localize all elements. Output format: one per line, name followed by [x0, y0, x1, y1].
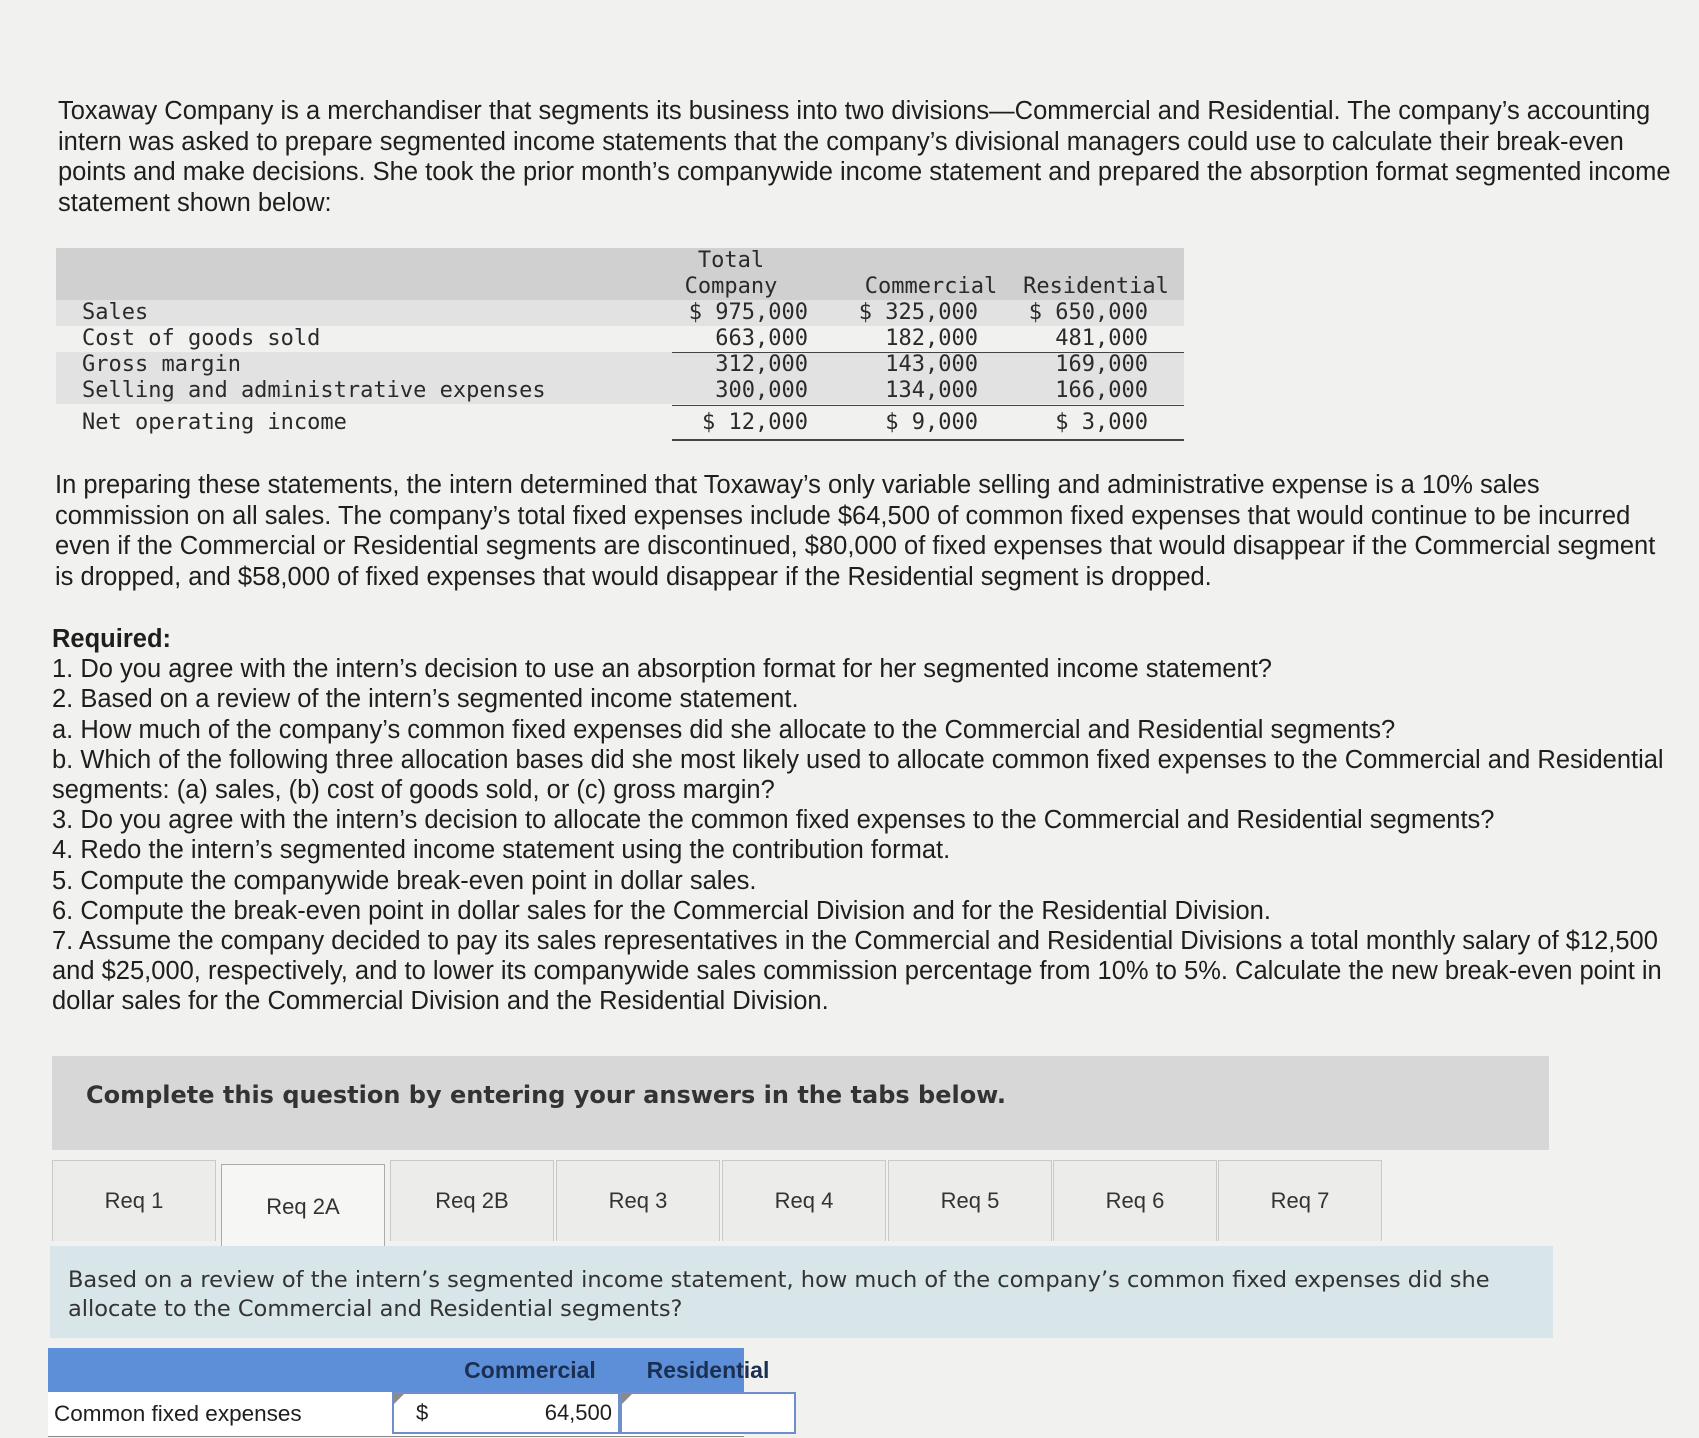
required-item: 6. Compute the break-even point in dollar sales for the Commercial Division and for the Residential Division. — [52, 896, 1271, 925]
required-item: 3. Do you agree with the intern’s decision to allocate the common fixed expenses to the Commercial and Residential segments? — [52, 806, 1495, 835]
question-prompt: Based on a review of the intern’s segmented income statement, how much of the company’s common fixed expenses did she allocate to the Commercial and Residential segments? — [68, 1267, 1490, 1322]
required-item: 1. Do you agree with the intern’s decision to use an absorption format for her segmented income statement? — [52, 655, 1272, 684]
tab-req-2b[interactable]: Req 2B — [390, 1160, 554, 1241]
row-label-sales: Sales — [82, 300, 149, 325]
noi-residential: $ 3,000 — [1055, 410, 1148, 435]
required-item: 7. Assume the company decided to pay its sales representatives in the Commercial and Residential Divisions a total monthly salary of $12,500 and $25,000, respectively, and to lower its companywide sales commission percentage from 10% to 5%. Calculate the new break-even point in dollar sales for the Commercial Division and the Residential Division. — [52, 927, 1662, 1016]
answer-col-commercial: Commercial — [464, 1357, 596, 1383]
tab-req-1[interactable]: Req 1 — [52, 1160, 216, 1241]
row-label-noi: Net operating income — [82, 410, 347, 435]
total-double-rule — [672, 439, 1184, 441]
row-label-cogs: Cost of goods sold — [82, 326, 321, 351]
requirement-tabs — [52, 1160, 1382, 1246]
tab-req-4[interactable]: Req 4 — [722, 1160, 886, 1241]
required-item: b. Which of the following three allocation bases did she most likely used to allocate common fixed expenses to the Commercial and Residential segments: (a) sales, (b) cost of goods sold, or (c) gross margin? — [52, 745, 1664, 805]
gross-margin-total: 312,000 — [715, 352, 808, 377]
residential-common-fixed-input[interactable] — [620, 1392, 796, 1434]
question-prompt-band — [50, 1246, 1553, 1338]
cogs-residential: 481,000 — [1055, 326, 1148, 351]
required-item: a. How much of the company’s common fixed expenses did she allocate to the Commercial and Residential segments? — [52, 715, 1396, 744]
required-item: 2. Based on a review of the intern’s segmented income statement. — [52, 685, 799, 714]
complete-instructions: Complete this question by entering your answers in the tabs below. — [86, 1081, 1006, 1109]
col-commercial: Commercial — [864, 274, 998, 299]
col-residential: Residential — [1023, 274, 1169, 299]
required-list — [52, 624, 1672, 1017]
absorption-income-statement — [56, 248, 1184, 444]
required-item: 5. Compute the companywide break-even point in dollar sales. — [52, 866, 757, 895]
answer-table — [48, 1348, 770, 1438]
tab-req-7[interactable]: Req 7 — [1218, 1160, 1382, 1241]
tab-req-5[interactable]: Req 5 — [888, 1160, 1052, 1241]
col-total-line2: Company — [684, 274, 778, 299]
required-title: Required: — [52, 625, 172, 653]
currency-symbol: $ — [416, 1400, 429, 1425]
sales-commercial: $ 325,000 — [858, 300, 978, 325]
preparation-paragraph: In preparing these statements, the intern determined that Toxaway’s only variable selling and administrative expense is a 10% sales commission on all sales. The company’s total fixed expenses include $64,500 of common fixed expenses that would continue to be incurred even if the Commercial or Residential segments are discontinued, $80,000 of fixed expenses that would disappear if the Commercial segment is dropped, and $58,000 of fixed expenses that would disappear if the Residential segment is dropped. — [55, 471, 1656, 591]
gross-margin-residential: 169,000 — [1055, 352, 1148, 377]
statement-row-band — [56, 300, 1184, 326]
required-item: 4. Redo the intern’s segmented income statement using the contribution format. — [52, 836, 951, 865]
col-total-line1: Total — [697, 248, 765, 273]
gross-margin-commercial: 143,000 — [885, 352, 978, 377]
sales-residential: $ 650,000 — [1028, 300, 1148, 325]
subtotal-rule — [672, 405, 1184, 406]
noi-total: $ 12,000 — [702, 410, 808, 435]
answer-col-residential-wrap — [588, 1348, 828, 1392]
commercial-common-fixed-value: 64,500 — [544, 1400, 612, 1425]
tab-req-2a[interactable]: Req 2A — [221, 1164, 385, 1249]
row-label-common-fixed: Common fixed expenses — [54, 1401, 302, 1426]
complete-instructions-bar — [52, 1056, 1549, 1150]
noi-commercial: $ 9,000 — [885, 410, 978, 435]
row-label-sga: Selling and administrative expenses — [82, 378, 546, 403]
sga-commercial: 134,000 — [885, 378, 978, 403]
tab-req-3[interactable]: Req 3 — [556, 1160, 720, 1241]
answer-col-residential: Residential — [646, 1357, 770, 1383]
commercial-common-fixed-input[interactable] — [392, 1392, 620, 1434]
tab-req-6[interactable]: Req 6 — [1053, 1160, 1217, 1241]
sga-residential: 166,000 — [1055, 378, 1148, 403]
cell-marker-icon — [394, 1394, 404, 1404]
intro-paragraph: Toxaway Company is a merchandiser that segments its business into two divisions—Commercial and Residential. The company’s accounting intern was asked to prepare segmented income statements that the company’s divisional managers could use to calculate their break-even points and make decisions. She took the prior month’s companywide income statement and prepared the absorption format segmented income statement shown below: — [58, 97, 1671, 217]
sga-total: 300,000 — [715, 378, 808, 403]
row-label-gross-margin: Gross margin — [82, 352, 241, 377]
cell-marker-icon — [622, 1394, 632, 1404]
cogs-commercial: 182,000 — [885, 326, 978, 351]
cogs-total: 663,000 — [715, 326, 808, 351]
sales-total: $ 975,000 — [688, 300, 808, 325]
statement-header-band — [56, 248, 1184, 300]
